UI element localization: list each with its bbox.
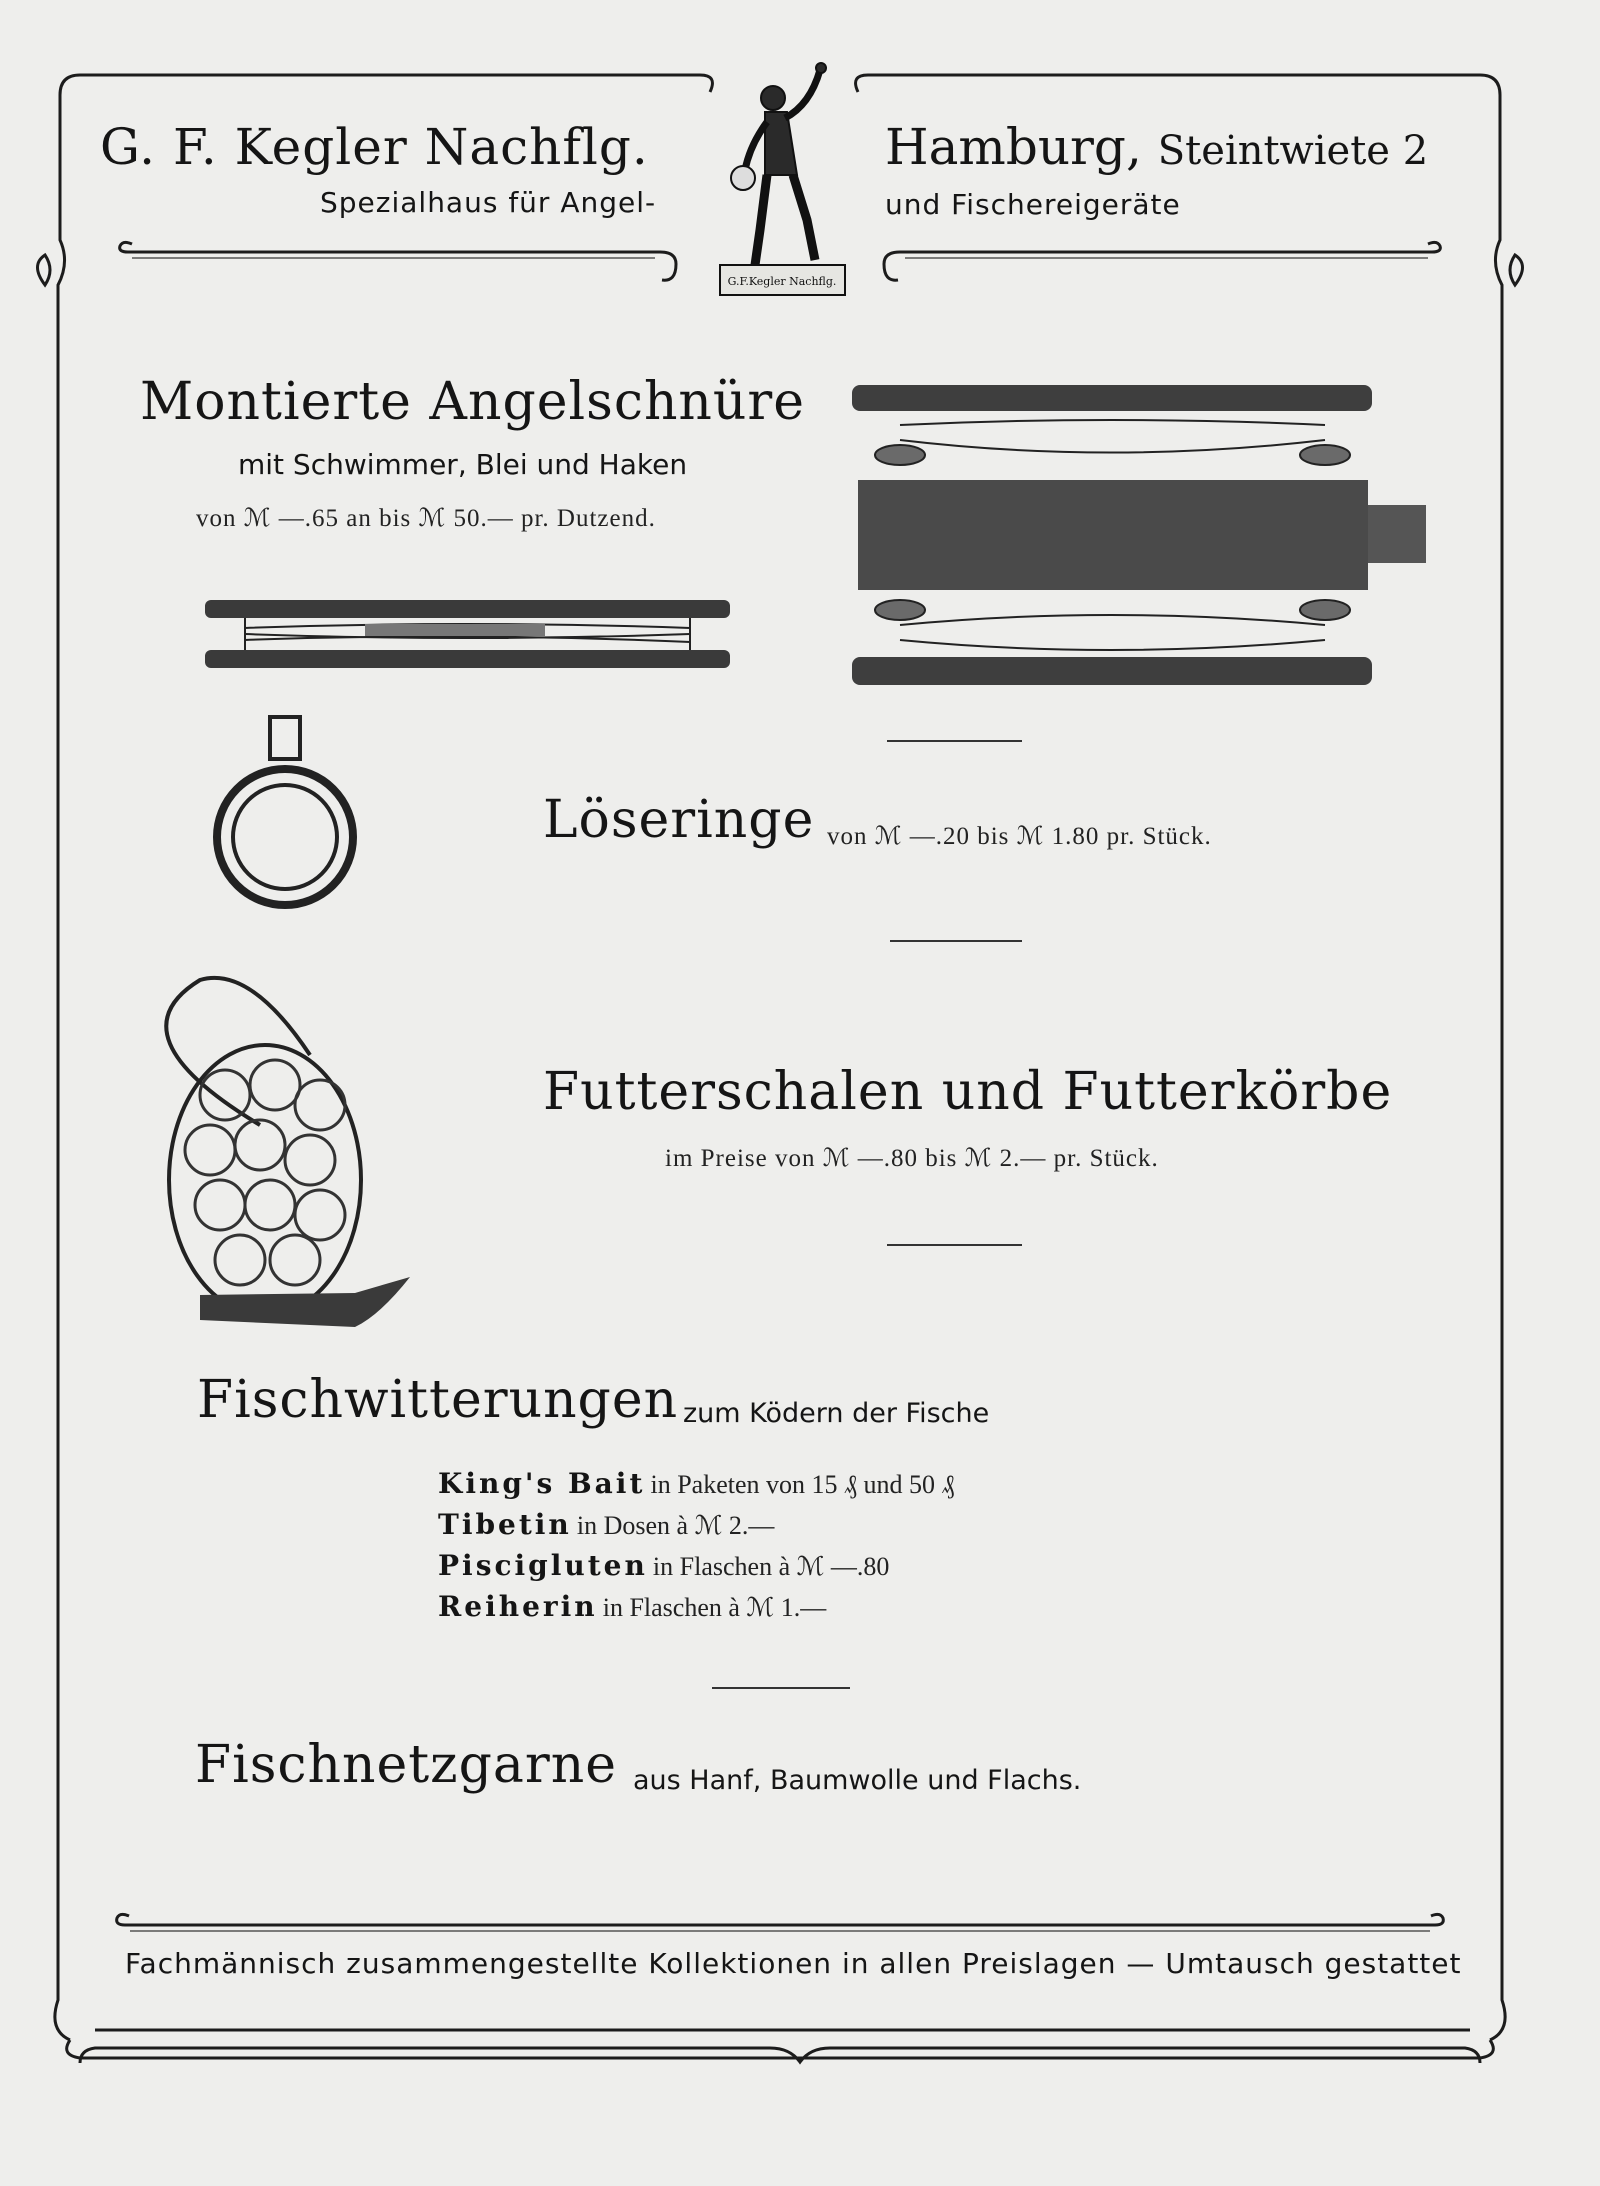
netzgarne-title: Fischnetzgarne [195, 1735, 617, 1795]
bait-item [438, 1549, 889, 1582]
futter-title: Futterschalen und Futterkörbe [543, 1062, 1393, 1122]
tagline-left: Spezialhaus für Angel- [320, 186, 657, 219]
angelschnuere-title: Montierte Angelschnüre [140, 372, 806, 432]
witterungen-subtitle: zum Ködern der Fische [683, 1398, 990, 1429]
firm-name: G. F. Kegler Nachflg. [100, 118, 649, 176]
separator [890, 940, 1022, 942]
bait-name: Tibetin [438, 1508, 572, 1541]
street: Steintwiete 2 [1157, 128, 1429, 174]
separator [887, 1244, 1022, 1246]
bait-name: King's Bait [438, 1467, 646, 1500]
separator [712, 1687, 850, 1689]
witterungen-title: Fischwitterungen [197, 1370, 679, 1430]
line-winder-small-illustration [205, 598, 735, 674]
bait-name: Reiherin [438, 1590, 598, 1623]
separator [887, 740, 1022, 742]
address [885, 118, 1428, 176]
tagline-right: und Fischereigeräte [885, 188, 1181, 221]
bait-item [438, 1590, 826, 1623]
bait-name: Piscigluten [438, 1549, 648, 1582]
footer-text: Fachmännisch zusammengestellte Kollektionen in allen Preislagen — Umtausch gestattet [125, 1947, 1462, 1980]
bait-desc: in Dosen à ℳ 2.— [576, 1511, 775, 1540]
angelschnuere-subtitle: mit Schwimmer, Blei und Haken [238, 448, 688, 481]
loeseringe-title: Löseringe [543, 790, 815, 850]
futter-price: im Preise von ℳ —.80 bis ℳ 2.— pr. Stück. [665, 1145, 1159, 1172]
figure-plaque-text: G.F.Kegler Nachflg. [727, 275, 837, 288]
angelschnuere-price: von ℳ —.65 an bis ℳ 50.— pr. Dutzend. [196, 505, 656, 532]
loeseringe-price: von ℳ —.20 bis ℳ 1.80 pr. Stück. [827, 823, 1212, 850]
bait-desc: in Flaschen à ℳ —.80 [652, 1552, 890, 1581]
bait-item [438, 1508, 774, 1541]
bait-item [438, 1467, 955, 1500]
netzgarne-subtitle: aus Hanf, Baumwolle und Flachs. [633, 1765, 1082, 1796]
bowler-figure-illustration [715, 60, 855, 305]
line-winder-large-illustration [850, 385, 1430, 690]
loesering-illustration [210, 715, 370, 920]
bait-desc: in Flaschen à ℳ 1.— [602, 1593, 827, 1622]
futterkorb-illustration [140, 975, 420, 1335]
bait-desc: in Paketen von 15 ₰ und 50 ₰ [650, 1470, 955, 1499]
city: Hamburg, [885, 118, 1142, 176]
